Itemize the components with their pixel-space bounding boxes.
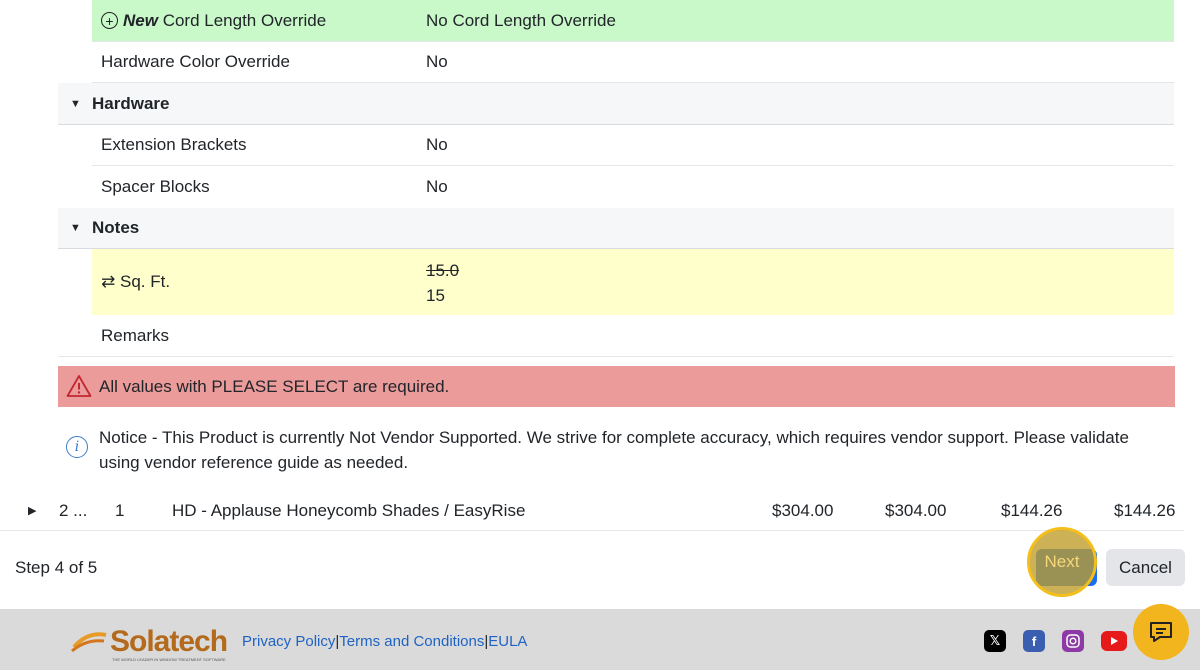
alert-text: All values with PLEASE SELECT are required. bbox=[99, 376, 450, 396]
footer-links: Privacy Policy|Terms and Conditions|EULA bbox=[242, 633, 528, 650]
terms-link[interactable]: Terms and Conditions bbox=[339, 633, 485, 650]
row-label-text: Sq. Ft. bbox=[119, 272, 171, 291]
swap-arrows-icon: ⇄ bbox=[101, 272, 116, 291]
caret-right-icon[interactable]: ▶ bbox=[28, 505, 37, 517]
row-value: No Cord Length Override bbox=[426, 10, 616, 30]
row-value: No bbox=[426, 135, 448, 154]
row-label bbox=[101, 11, 326, 31]
validation-alert bbox=[58, 366, 1175, 407]
instagram-icon[interactable] bbox=[1062, 630, 1084, 652]
chat-icon bbox=[1148, 620, 1174, 644]
row-remarks bbox=[92, 315, 1174, 357]
cancel-button[interactable]: Cancel bbox=[1106, 549, 1185, 586]
row-hardware-color-override bbox=[92, 42, 1174, 83]
row-label: Spacer Blocks bbox=[101, 177, 210, 196]
sun-swoosh-icon bbox=[70, 629, 110, 655]
youtube-icon[interactable] bbox=[1101, 631, 1127, 651]
price-1: $304.00 bbox=[772, 501, 834, 520]
divider bbox=[58, 356, 92, 357]
price-4: $144.26 bbox=[1114, 501, 1176, 520]
row-value: No bbox=[426, 177, 448, 196]
row-cord-length-override bbox=[92, 0, 1174, 42]
caret-down-icon[interactable]: ▼ bbox=[70, 222, 81, 234]
row-extension-brackets bbox=[92, 125, 1174, 166]
row-value: No bbox=[426, 52, 448, 71]
old-value: 15.0 bbox=[426, 261, 460, 280]
site-footer bbox=[0, 609, 1200, 670]
logo-tagline: THE WORLD LEADER IN WINDOW TREATMENT SOFTWARE bbox=[112, 657, 226, 662]
row-label: Hardware Color Override bbox=[101, 52, 290, 71]
caret-down-icon[interactable]: ▼ bbox=[70, 97, 81, 110]
line-number: 2 ... bbox=[59, 501, 88, 520]
facebook-icon[interactable]: f bbox=[1023, 630, 1045, 652]
info-icon: i bbox=[66, 436, 88, 458]
section-title: Hardware bbox=[92, 93, 170, 113]
row-label bbox=[101, 272, 170, 292]
section-title: Notes bbox=[92, 218, 140, 237]
row-label-text: Cord Length Override bbox=[157, 10, 327, 30]
next-button[interactable]: Next bbox=[1027, 527, 1097, 597]
row-sq-ft bbox=[92, 249, 1174, 315]
row-label: Remarks bbox=[101, 325, 170, 345]
product-name: HD - Applause Honeycomb Shades / EasyRise bbox=[172, 501, 526, 520]
chat-button[interactable] bbox=[1133, 604, 1189, 660]
x-icon[interactable]: 𝕏 bbox=[984, 630, 1006, 652]
section-notes[interactable] bbox=[58, 208, 1174, 249]
price-2: $304.00 bbox=[885, 501, 947, 520]
table-row[interactable] bbox=[0, 490, 1184, 531]
logo-text: Solatech bbox=[110, 625, 228, 658]
notice-text: Notice - This Product is currently Not Vendor Supported. We strive for complete accuracy, which requires vendor support. Please validate using vendor reference guide as needed. bbox=[99, 428, 1129, 472]
step-indicator: Step 4 of 5 bbox=[15, 558, 98, 577]
new-badge: New bbox=[123, 10, 158, 30]
solatech-logo[interactable] bbox=[70, 625, 228, 662]
plus-circle-icon: + bbox=[101, 12, 118, 29]
eula-link[interactable]: EULA bbox=[488, 633, 528, 650]
row-value-new: 15 bbox=[426, 286, 445, 305]
price-3: $144.26 bbox=[1001, 501, 1063, 520]
privacy-policy-link[interactable]: Privacy Policy bbox=[242, 633, 336, 650]
warning-icon bbox=[66, 374, 92, 398]
section-hardware[interactable] bbox=[58, 83, 1174, 125]
row-label: Extension Brackets bbox=[101, 135, 247, 154]
row-spacer-blocks bbox=[92, 166, 1174, 208]
row-value-old bbox=[426, 261, 459, 281]
quantity: 1 bbox=[115, 501, 125, 520]
